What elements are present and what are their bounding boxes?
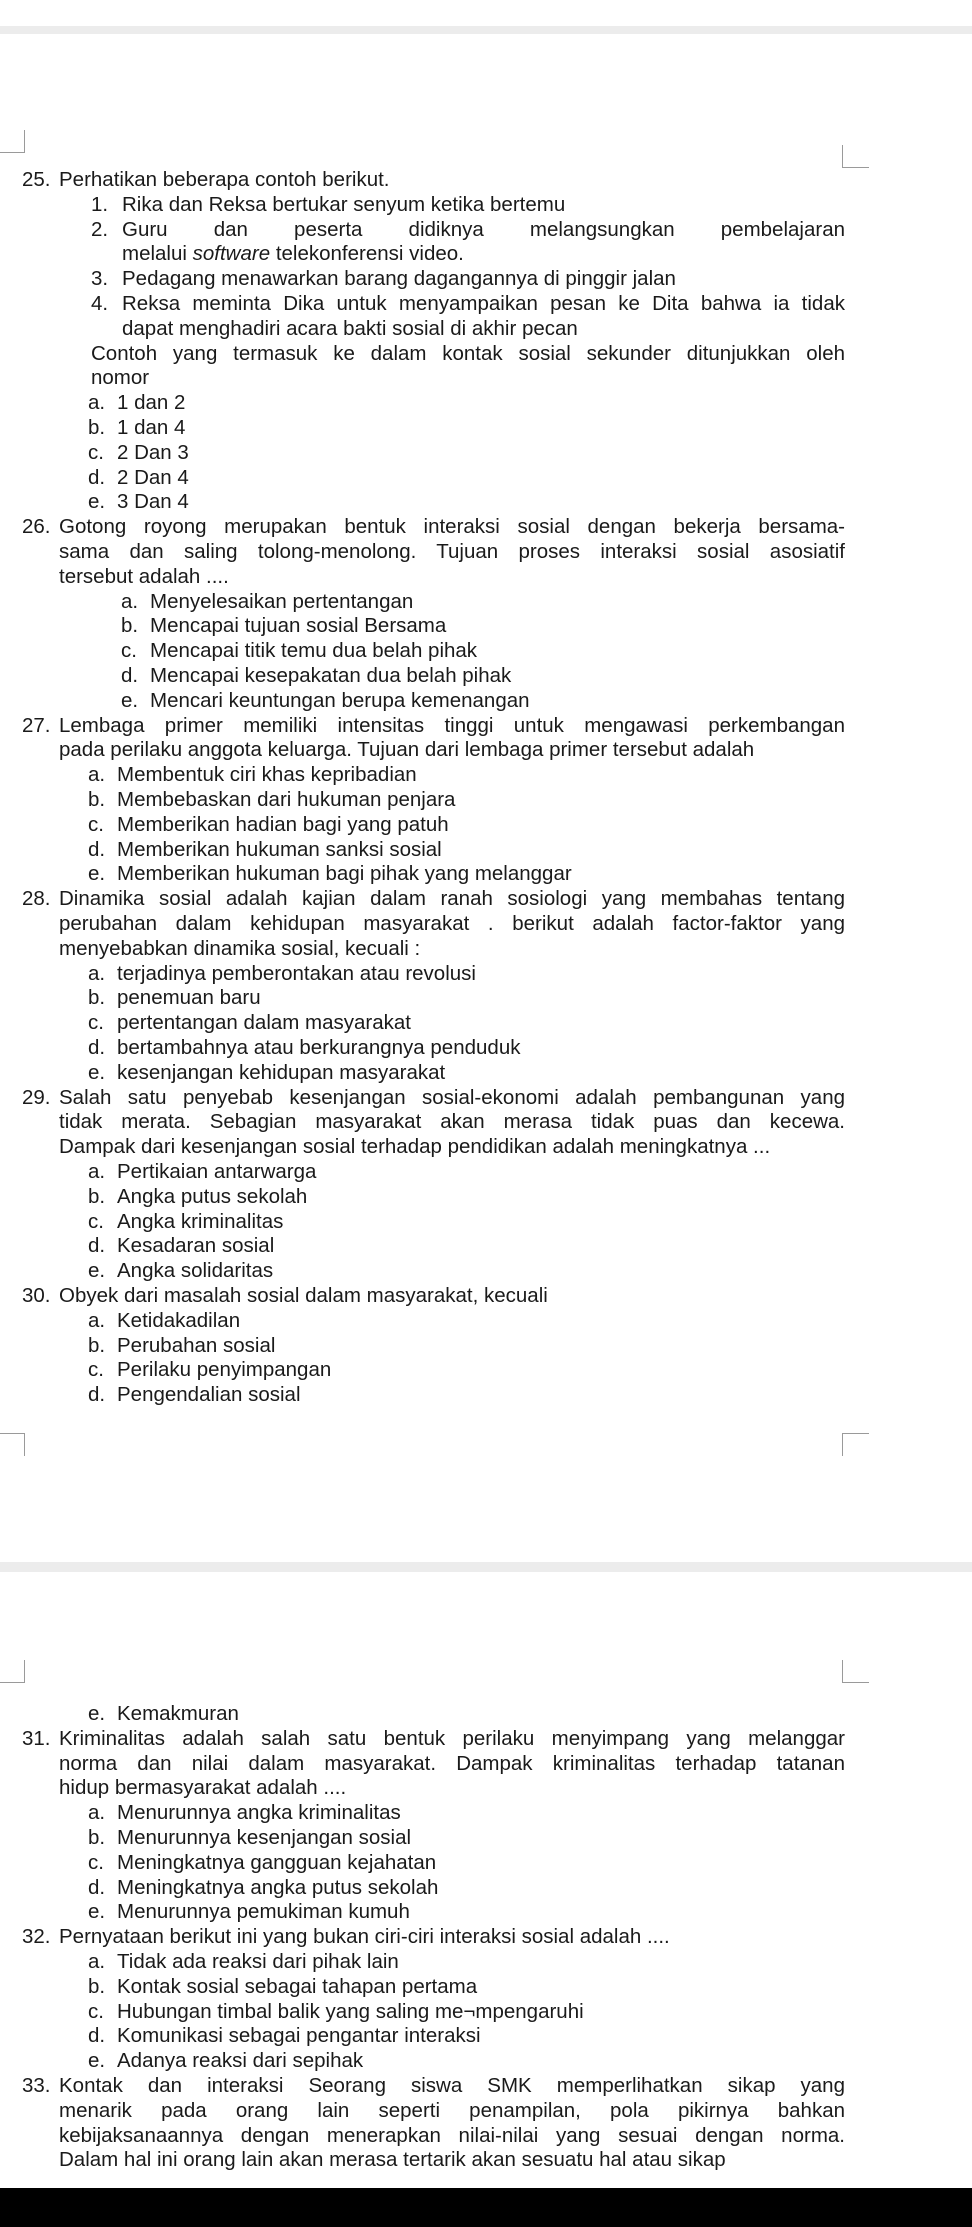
statement-line: melalui software telekonferensi video.: [122, 242, 464, 266]
crop-mark-top-right: [842, 145, 869, 168]
option-text: Mencari keuntungan berupa kemenangan: [150, 688, 530, 712]
option-letter: b.: [88, 1333, 106, 1357]
option-letter: a.: [88, 1308, 106, 1332]
question-stem-line: Dalam hal ini orang lain akan merasa tertarik akan sesuatu hal atau sikap: [59, 2148, 726, 2172]
option-letter: e.: [88, 862, 106, 886]
option-text: penemuan baru: [117, 986, 261, 1010]
statement-line: Reksa meminta Dika untuk menyampaikan pesan ke Dita bahwa ia tidak: [122, 292, 845, 315]
option-text: Hubungan timbal balik yang saling me¬mpengaruhi: [117, 1999, 584, 2023]
statement-number: 3.: [91, 267, 109, 291]
option-letter: e.: [88, 1702, 106, 1725]
crop-mark-bottom-left: [0, 1433, 25, 1456]
option-letter: d.: [88, 1036, 106, 1059]
crop-mark-bottom-right: [842, 1433, 869, 1456]
question-stem-line: Kontak dan interaksi Seorang siswa SMK memperlihatkan sikap yang: [59, 2074, 845, 2097]
page-separator-band: [0, 1562, 972, 1572]
option-letter: c.: [88, 1209, 104, 1233]
option-letter: e.: [88, 1060, 106, 1084]
option-text: Menyelesaikan pertentangan: [150, 589, 414, 613]
option-text: Angka solidaritas: [117, 1259, 274, 1283]
option-text: Membebaskan dari hukuman penjara: [117, 788, 456, 811]
option-letter: d.: [88, 1234, 106, 1258]
question-stem-line: menyebabkan dinamika sosial, kecuali :: [59, 936, 421, 960]
crop-mark-top-left: [0, 130, 25, 153]
statement-line: dapat menghadiri acara bakti sosial di akhir pecan: [122, 316, 578, 340]
statement-line: Pedagang menawarkan barang dagangannya di pinggir jalan: [122, 267, 676, 291]
bottom-black-bar: [0, 2188, 972, 2227]
question-number: 31.: [22, 1726, 51, 1750]
option-text: Mencapai tujuan sosial Bersama: [150, 614, 447, 638]
question-stem-line: Dampak dari kesenjangan sosial terhadap pendidikan adalah meningkatnya ...: [59, 1135, 771, 1159]
question-stem-line: sama dan saling tolong-menolong. Tujuan proses interaksi sosial asosiatif: [59, 540, 845, 563]
question-stem-line: Gotong royong merupakan bentuk interaksi sosial dengan bekerja bersama-: [59, 515, 845, 539]
crop-mark-top-left: [0, 1660, 25, 1683]
option-letter: c.: [88, 1850, 104, 1874]
option-text: Tidak ada reaksi dari pihak lain: [117, 1950, 399, 1973]
option-text: 2 Dan 3: [117, 440, 189, 464]
option-letter: d.: [88, 1875, 106, 1899]
option-text: Meningkatnya angka putus sekolah: [117, 1875, 439, 1899]
option-text: 2 Dan 4: [117, 465, 189, 489]
option-text: Memberikan hukuman bagi pihak yang melanggar: [117, 862, 572, 886]
option-letter: a.: [88, 391, 106, 415]
question-stem-line: norma dan nilai dalam masyarakat. Dampak kriminalitas terhadap tatanan: [59, 1751, 845, 1775]
option-text: Memberikan hukuman sanksi sosial: [117, 837, 442, 861]
option-text: Kemakmuran: [117, 1702, 239, 1725]
option-letter: e.: [88, 490, 106, 514]
question-number: 32.: [22, 1925, 51, 1949]
option-letter: c.: [88, 1011, 104, 1035]
option-letter: e.: [88, 1900, 106, 1924]
option-text: Pertikaian antarwarga: [117, 1160, 317, 1183]
option-text: Pengendalian sosial: [117, 1383, 301, 1407]
option-text: Ketidakadilan: [117, 1308, 241, 1332]
option-letter: b.: [88, 1974, 106, 1998]
option-text: Memberikan hadian bagi yang patuh: [117, 812, 449, 836]
option-text: Kesadaran sosial: [117, 1234, 275, 1258]
statement-number: 4.: [91, 292, 109, 315]
option-letter: a.: [88, 1160, 106, 1183]
question-number: 29.: [22, 1085, 51, 1109]
question-number: 33.: [22, 2074, 51, 2097]
question-stem-line: kebijaksanaannya dengan menerapkan nilai-nilai yang sesuai dengan norma.: [59, 2123, 845, 2147]
question-stem-line: pada perilaku anggota keluarga. Tujuan dari lembaga primer tersebut adalah: [59, 738, 755, 762]
question-stem-line: menarik pada orang lain seperti penampilan, pola pikirnya bahkan: [59, 2098, 845, 2122]
option-text: terjadinya pemberontakan atau revolusi: [117, 961, 476, 985]
followup-line: nomor: [91, 366, 150, 390]
question-stem-line: Salah satu penyebab kesenjangan sosial-ekonomi adalah pembangunan yang: [59, 1085, 845, 1109]
option-letter: d.: [88, 1383, 106, 1407]
question-number: 25.: [22, 168, 51, 191]
option-text: Meningkatnya gangguan kejahatan: [117, 1850, 437, 1874]
option-text: Perubahan sosial: [117, 1333, 276, 1357]
option-letter: b.: [88, 416, 106, 439]
option-text: Menurunnya angka kriminalitas: [117, 1801, 401, 1825]
option-letter: e.: [121, 688, 139, 712]
question-stem-line: tersebut adalah ....: [59, 564, 229, 588]
option-letter: d.: [88, 837, 106, 861]
option-text: Komunikasi sebagai pengantar interaksi: [117, 2024, 481, 2048]
question-number: 26.: [22, 515, 51, 539]
option-text: pertentangan dalam masyarakat: [117, 1011, 412, 1035]
option-text: Angka kriminalitas: [117, 1209, 284, 1233]
option-letter: c.: [88, 440, 104, 464]
question-stem-line: Obyek dari masalah sosial dalam masyarakat, kecuali: [59, 1284, 548, 1307]
question-stem-line: Dinamika sosial adalah kajian dalam ranah sosiologi yang membahas tentang: [59, 887, 845, 911]
option-letter: e.: [88, 2049, 106, 2073]
option-letter: c.: [88, 1999, 104, 2023]
option-letter: b.: [88, 1826, 106, 1849]
option-letter: d.: [88, 2024, 106, 2048]
option-letter: d.: [121, 664, 139, 687]
option-text: bertambahnya atau berkurangnya penduduk: [117, 1036, 521, 1059]
statement-line: Guru dan peserta didiknya melangsungkan pembelajaran: [122, 217, 845, 241]
option-text: Mencapai kesepakatan dua belah pihak: [150, 664, 512, 687]
option-text: Kontak sosial sebagai tahapan pertama: [117, 1974, 478, 1998]
option-text: Angka putus sekolah: [117, 1184, 308, 1208]
question-number: 30.: [22, 1284, 51, 1307]
question-number: 28.: [22, 887, 51, 911]
option-letter: a.: [88, 763, 106, 787]
statement-number: 1.: [91, 192, 109, 216]
crop-mark-top-right: [842, 1660, 869, 1683]
option-letter: b.: [121, 614, 139, 638]
question-number: 27.: [22, 713, 51, 737]
question-stem-line: hidup bermasyarakat adalah ....: [59, 1776, 347, 1800]
question-stem-line: Lembaga primer memiliki intensitas tinggi untuk mengawasi perkembangan: [59, 713, 845, 737]
option-text: Membentuk ciri khas kepribadian: [117, 763, 417, 787]
option-text: 1 dan 2: [117, 391, 186, 415]
option-text: kesenjangan kehidupan masyarakat: [117, 1060, 446, 1084]
option-text: Perilaku penyimpangan: [117, 1358, 332, 1382]
statement-line: Rika dan Reksa bertukar senyum ketika bertemu: [122, 192, 566, 216]
option-text: Mencapai titik temu dua belah pihak: [150, 639, 478, 663]
option-letter: b.: [88, 1184, 106, 1208]
option-text: Adanya reaksi dari sepihak: [117, 2049, 364, 2073]
option-letter: d.: [88, 465, 106, 489]
statement-number: 2.: [91, 217, 109, 241]
option-letter: c.: [88, 1358, 104, 1382]
option-text: Menurunnya kesenjangan sosial: [117, 1826, 412, 1849]
option-text: 1 dan 4: [117, 416, 186, 439]
followup-line: Contoh yang termasuk ke dalam kontak sosial sekunder ditunjukkan oleh: [91, 341, 845, 365]
question-stem-line: perubahan dalam kehidupan masyarakat . berikut adalah factor-faktor yang: [59, 912, 845, 935]
option-letter: a.: [88, 1950, 106, 1973]
question-stem-line: Kriminalitas adalah salah satu bentuk perilaku menyimpang yang melanggar: [59, 1726, 845, 1750]
option-letter: a.: [88, 1801, 106, 1825]
question-stem-line: Pernyataan berikut ini yang bukan ciri-ciri interaksi sosial adalah ....: [59, 1925, 670, 1949]
option-letter: b.: [88, 788, 106, 811]
option-letter: a.: [121, 589, 139, 613]
option-text: Menurunnya pemukiman kumuh: [117, 1900, 410, 1924]
question-stem-line: tidak merata. Sebagian masyarakat akan merasa tidak puas dan kecewa.: [59, 1110, 845, 1134]
question-stem-line: Perhatikan beberapa contoh berikut.: [59, 168, 390, 191]
option-letter: c.: [88, 812, 104, 836]
option-letter: b.: [88, 986, 106, 1010]
option-letter: e.: [88, 1259, 106, 1283]
option-text: 3 Dan 4: [117, 490, 189, 514]
option-letter: c.: [121, 639, 137, 663]
option-letter: a.: [88, 961, 106, 985]
